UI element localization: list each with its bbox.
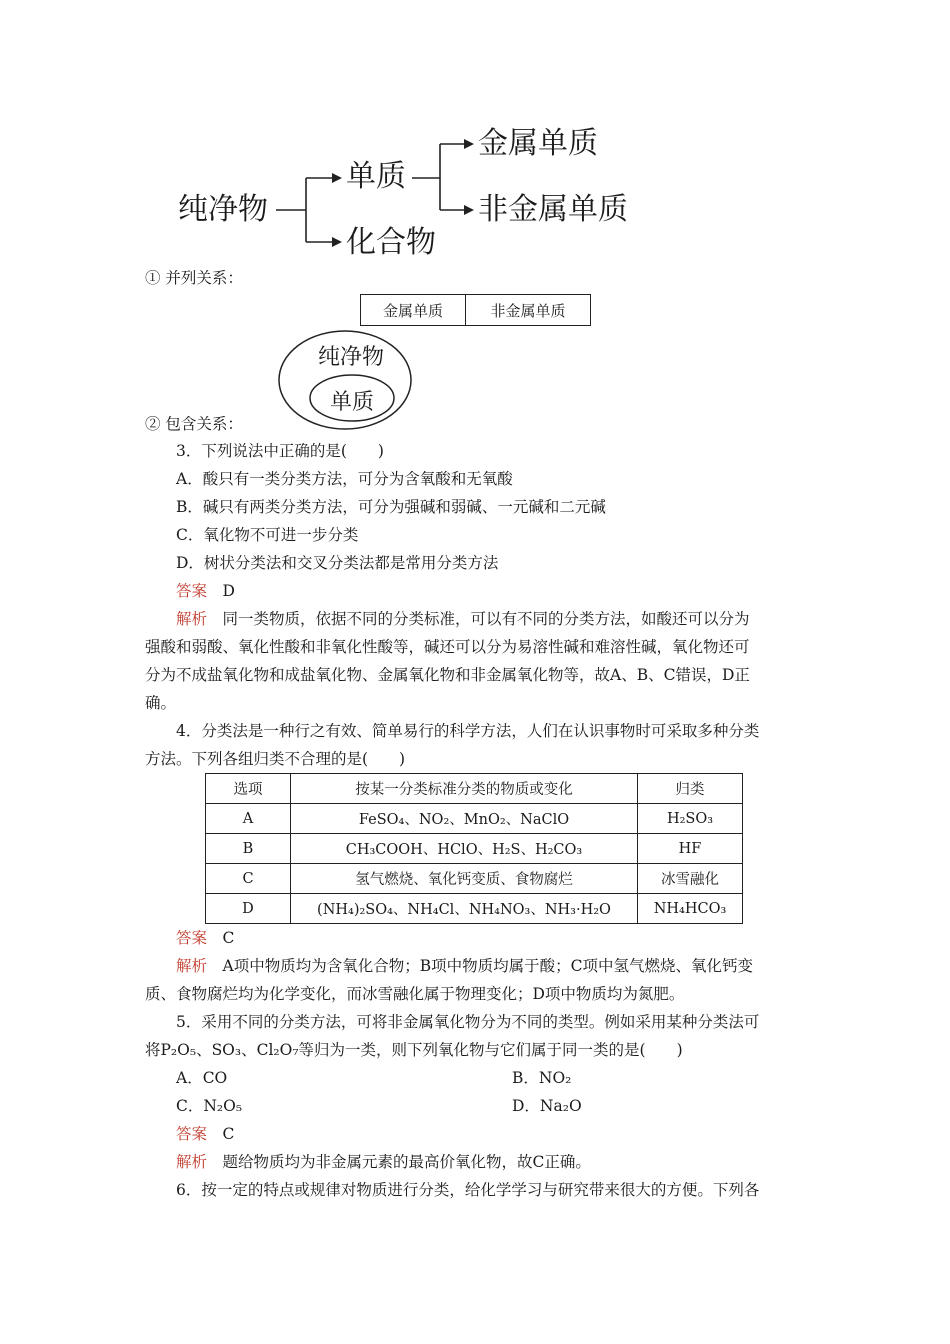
option-cell: D xyxy=(206,894,291,924)
q5-stem-1: 5．采用不同的分类方法，可将非金属氧化物分为不同的类型。例如采用某种分类法可 xyxy=(176,1013,760,1031)
table-row xyxy=(206,864,743,894)
tree-nonmetal: 非金属单质 xyxy=(478,192,628,227)
option-cell: C xyxy=(206,864,291,894)
q3-analysis-1 xyxy=(176,609,750,629)
analysis-label: 解析 xyxy=(176,1153,208,1171)
option-cell: A xyxy=(206,804,291,834)
q5-stem-2: 将P₂O₅、SO₃、Cl₂O₇等归为一类，则下列氧化物与它们属于同一类的是( ) xyxy=(145,1041,683,1059)
tree-metal: 金属单质 xyxy=(478,126,598,161)
table-row xyxy=(206,804,743,834)
q4-stem-2: 方法。下列各组归类不合理的是( ) xyxy=(145,750,406,768)
class-cell: H₂SO₃ xyxy=(638,804,743,834)
relation2-label: ② 包含关系： xyxy=(145,415,243,433)
relation1-box xyxy=(360,294,591,326)
analysis-label: 解析 xyxy=(176,957,208,975)
analysis-text: A项中物质均为含氧化合物；B项中物质均属于酸；C项中氢气燃烧、氧化钙变 xyxy=(222,957,753,975)
q6-stem: 6．按一定的特点或规律对物质进行分类，给化学学习与研究带来很大的方便。下列各 xyxy=(176,1181,760,1199)
class-cell: NH₄HCO₃ xyxy=(638,894,743,924)
tree-compound: 化合物 xyxy=(346,225,436,260)
q5-answer xyxy=(176,1124,234,1144)
q3-option-c: C．氧化物不可进一步分类 xyxy=(176,526,359,544)
q3-analysis-2: 强酸和弱酸、氧化性酸和非氧化性酸等，碱还可以分为易溶性碱和难溶性碱，氧化物还可 xyxy=(145,638,750,656)
header-cell: 归类 xyxy=(638,774,743,804)
items-cell: FeSO₄、NO₂、MnO₂、NaClO xyxy=(291,804,638,834)
answer-label: 答案 xyxy=(176,929,208,947)
table-row xyxy=(206,834,743,864)
q3-analysis-4: 确。 xyxy=(145,694,177,712)
relation1-left: 金属单质 xyxy=(361,295,466,325)
items-cell: 氢气燃烧、氧化钙变质、食物腐烂 xyxy=(291,864,638,894)
q3-option-b: B．碱只有两类分类方法，可分为强碱和弱碱、一元碱和二元碱 xyxy=(176,498,606,516)
answer-label: 答案 xyxy=(176,582,208,600)
q3-analysis-3: 分为不成盐氧化物和成盐氧化物、金属氧化物和非金属氧化物等，故A、B、C错误，D正 xyxy=(145,666,750,684)
relation1-label: ① 并列关系： xyxy=(145,269,243,287)
tree-single: 单质 xyxy=(346,159,406,194)
analysis-text: 同一类物质，依据不同的分类标准，可以有不同的分类方法，如酸还可以分为 xyxy=(222,610,750,628)
items-cell: (NH₄)₂SO₄、NH₄Cl、NH₄NO₃、NH₃·H₂O xyxy=(291,894,638,924)
tree-root: 纯净物 xyxy=(178,192,268,227)
option-cell: B xyxy=(206,834,291,864)
items-cell: CH₃COOH、HClO、H₂S、H₂CO₃ xyxy=(291,834,638,864)
q3-option-a: A．酸只有一类分类方法，可分为含氧酸和无氧酸 xyxy=(176,470,513,488)
analysis-text: 题给物质均为非金属元素的最高价氧化物，故C正确。 xyxy=(222,1153,591,1171)
answer-value: C xyxy=(222,1125,235,1143)
class-cell: 冰雪融化 xyxy=(638,864,743,894)
analysis-label: 解析 xyxy=(176,610,208,628)
table-header xyxy=(206,774,743,804)
header-cell: 选项 xyxy=(206,774,291,804)
relation1-right: 非金属单质 xyxy=(490,301,566,320)
answer-value: D xyxy=(222,582,235,600)
q3-stem: 3．下列说法中正确的是( ) xyxy=(176,442,384,460)
answer-value: C xyxy=(222,929,235,947)
q3-option-d: D．树状分类法和交叉分类法都是常用分类方法 xyxy=(176,554,499,572)
header-cell: 按某一分类标准分类的物质或变化 xyxy=(291,774,638,804)
answer-label: 答案 xyxy=(176,1125,208,1143)
q4-analysis-1 xyxy=(176,956,753,976)
q5-option-d: D．Na₂O xyxy=(512,1097,582,1115)
q3-answer xyxy=(176,581,235,601)
class-cell: HF xyxy=(638,834,743,864)
tree-lines xyxy=(0,0,950,270)
q4-analysis-2: 质、食物腐烂均为化学变化，而冰雪融化属于物理变化；D项中物质均为氮肥。 xyxy=(145,985,685,1003)
q5-option-a: A．CO xyxy=(176,1069,228,1087)
q4-table xyxy=(205,773,743,924)
table-row xyxy=(206,894,743,924)
inclusion-inner: 单质 xyxy=(330,390,375,415)
q4-stem-1: 4．分类法是一种行之有效、简单易行的科学方法，人们在认识事物时可采取多种分类 xyxy=(176,722,760,740)
q5-analysis xyxy=(176,1152,591,1172)
inclusion-outer: 纯净物 xyxy=(318,345,385,370)
q5-option-b: B．NO₂ xyxy=(512,1069,572,1087)
q4-answer xyxy=(176,928,234,948)
q5-option-c: C．N₂O₅ xyxy=(176,1097,243,1115)
